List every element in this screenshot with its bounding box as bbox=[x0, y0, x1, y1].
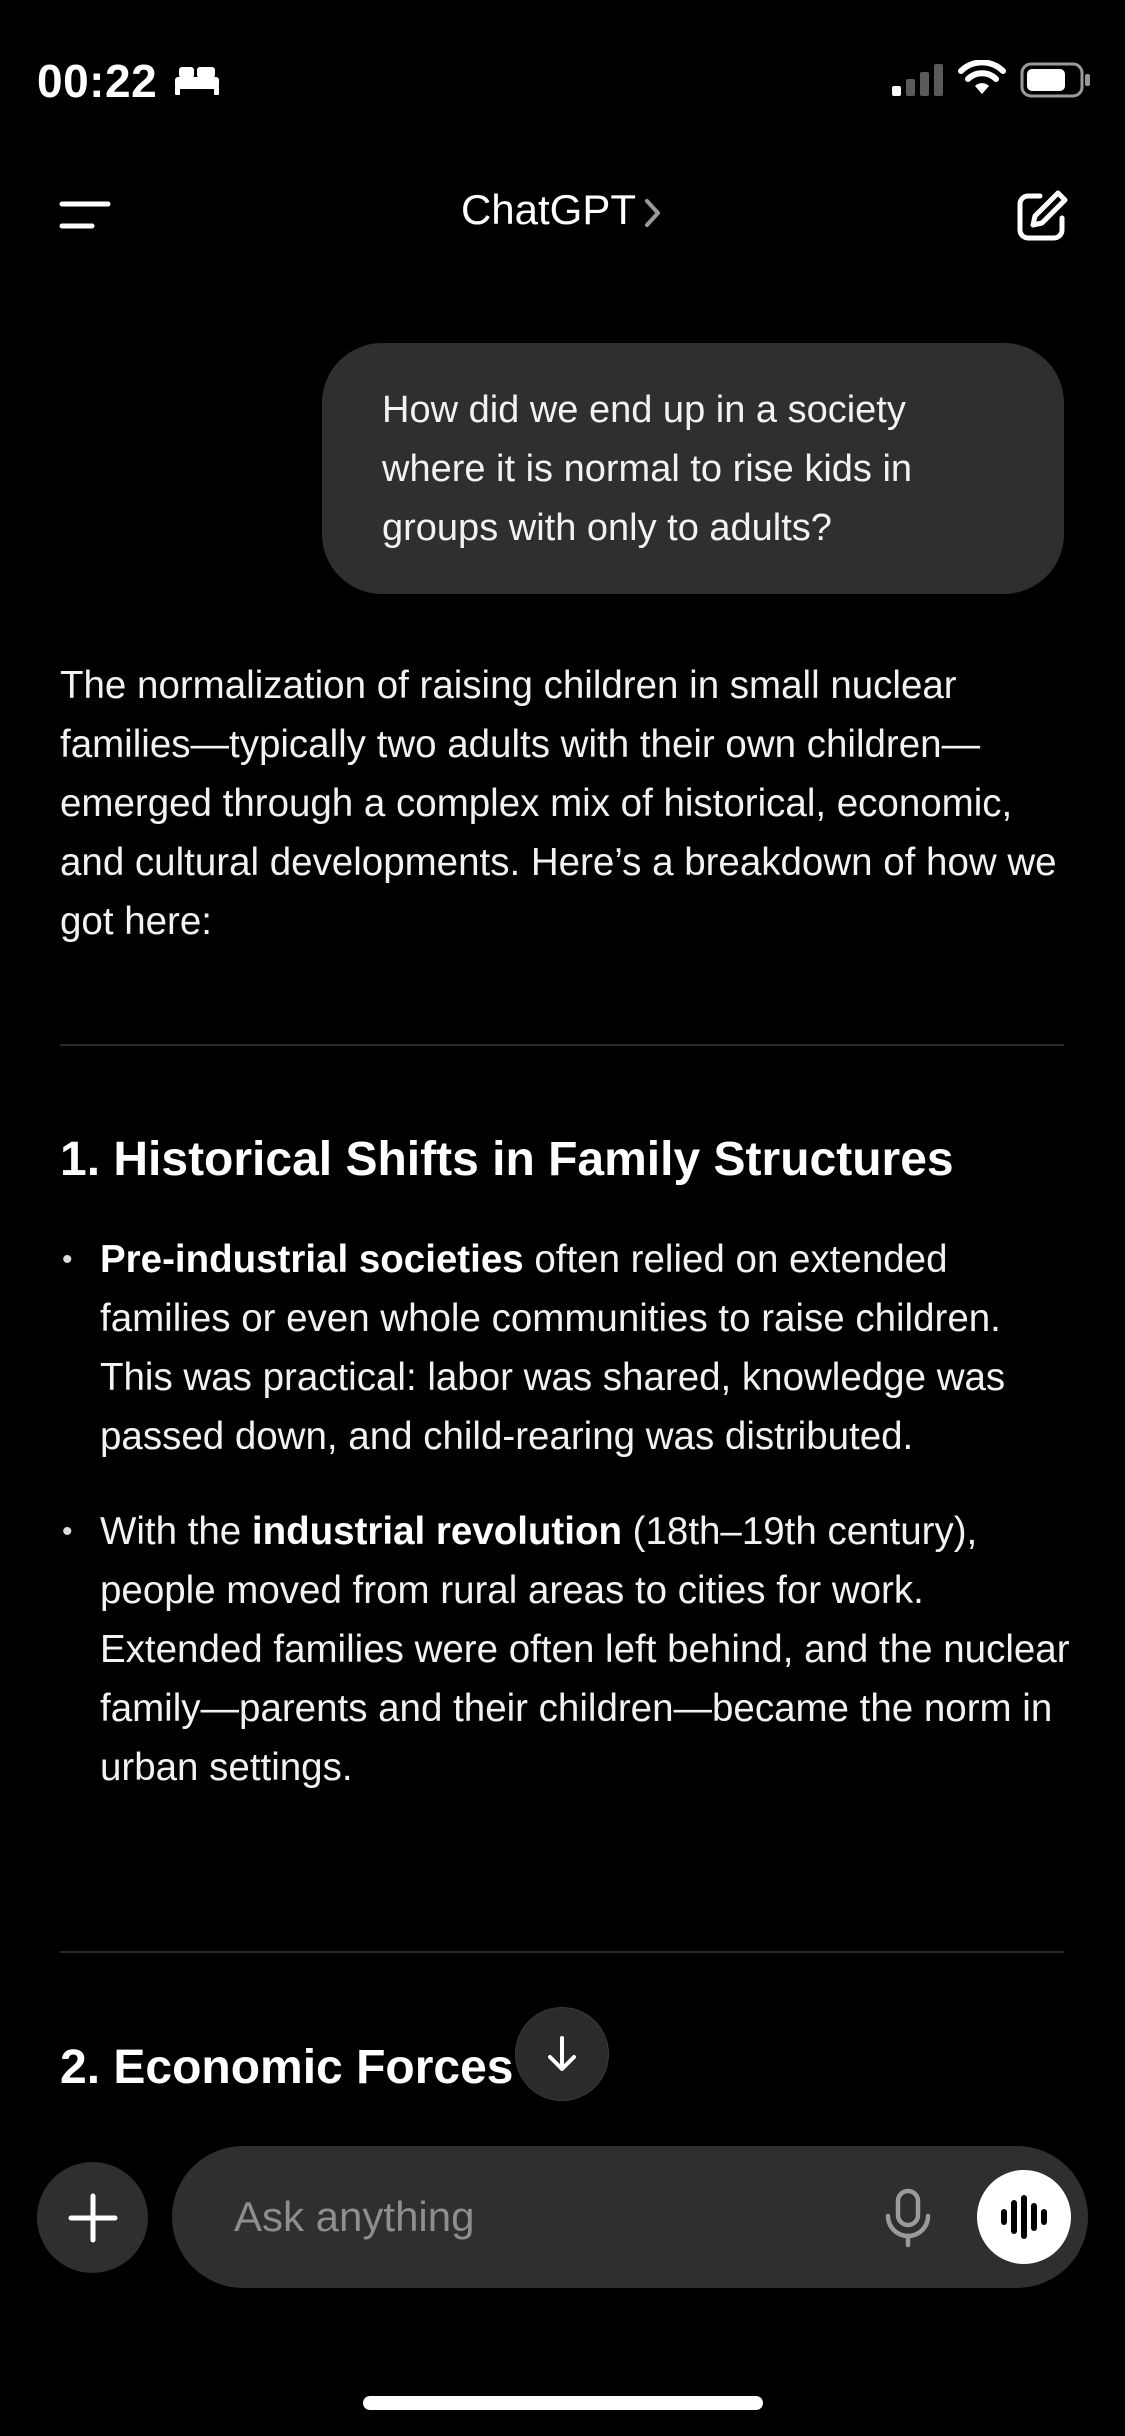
home-indicator[interactable] bbox=[363, 2396, 763, 2410]
microphone-icon bbox=[880, 2188, 936, 2248]
bullet-list bbox=[60, 1230, 1070, 1833]
divider bbox=[60, 1951, 1064, 1953]
new-chat-icon bbox=[1014, 188, 1070, 244]
page-title: ChatGPT bbox=[460, 186, 637, 233]
status-time: 00:22 bbox=[37, 55, 158, 107]
list-item-text: often relied on extended families or even whole communities to raise children. This was practical: labor was shared, knowledge was passed down, and child-rearing was distributed. bbox=[100, 1238, 1006, 1458]
chevron-right-icon bbox=[642, 195, 664, 231]
arrow-down-icon bbox=[542, 2032, 582, 2076]
voice-mode-button[interactable] bbox=[977, 2170, 1071, 2264]
assistant-message bbox=[60, 656, 1070, 951]
bed-icon bbox=[173, 63, 221, 95]
plus-icon bbox=[67, 2192, 119, 2244]
attach-button[interactable] bbox=[37, 2162, 148, 2273]
list-item-text: (18th–19th century), people moved from rural areas to cities for work. Extended families were often left behind, and the nuclear family—parents and their children—became the norm in urban settings. bbox=[100, 1510, 1070, 1789]
composer bbox=[172, 2146, 1088, 2288]
message-input[interactable] bbox=[232, 2186, 796, 2248]
battery-icon bbox=[1020, 62, 1092, 98]
list-item-lead: With the bbox=[100, 1510, 252, 1553]
voice-mode-icon bbox=[999, 2195, 1049, 2239]
user-message: How did we end up in a society where it is normal to rise kids in groups with only to adults? bbox=[322, 343, 1064, 594]
assistant-intro: The normalization of raising children in small nuclear families—typically two adults with their own children—emerged through a complex mix of historical, economic, and cultural developments. Here’s a breakdown of how we got here: bbox=[60, 664, 1057, 943]
dictation-button[interactable] bbox=[880, 2188, 936, 2248]
bold-term: industrial revolution bbox=[251, 1510, 622, 1553]
new-chat-button[interactable] bbox=[1014, 188, 1070, 244]
bold-term: Pre-industrial societies bbox=[100, 1238, 524, 1281]
list-item bbox=[60, 1502, 1070, 1797]
divider bbox=[60, 1044, 1064, 1046]
section-heading: 1. Historical Shifts in Family Structures bbox=[60, 1133, 954, 1186]
model-selector[interactable] bbox=[0, 186, 1125, 234]
wifi-icon bbox=[958, 60, 1006, 96]
scroll-to-bottom-button[interactable] bbox=[515, 2007, 609, 2101]
list-item bbox=[60, 1230, 1070, 1466]
cellular-signal-icon bbox=[892, 64, 944, 96]
section-heading: 2. Economic Forces bbox=[60, 2041, 514, 2094]
